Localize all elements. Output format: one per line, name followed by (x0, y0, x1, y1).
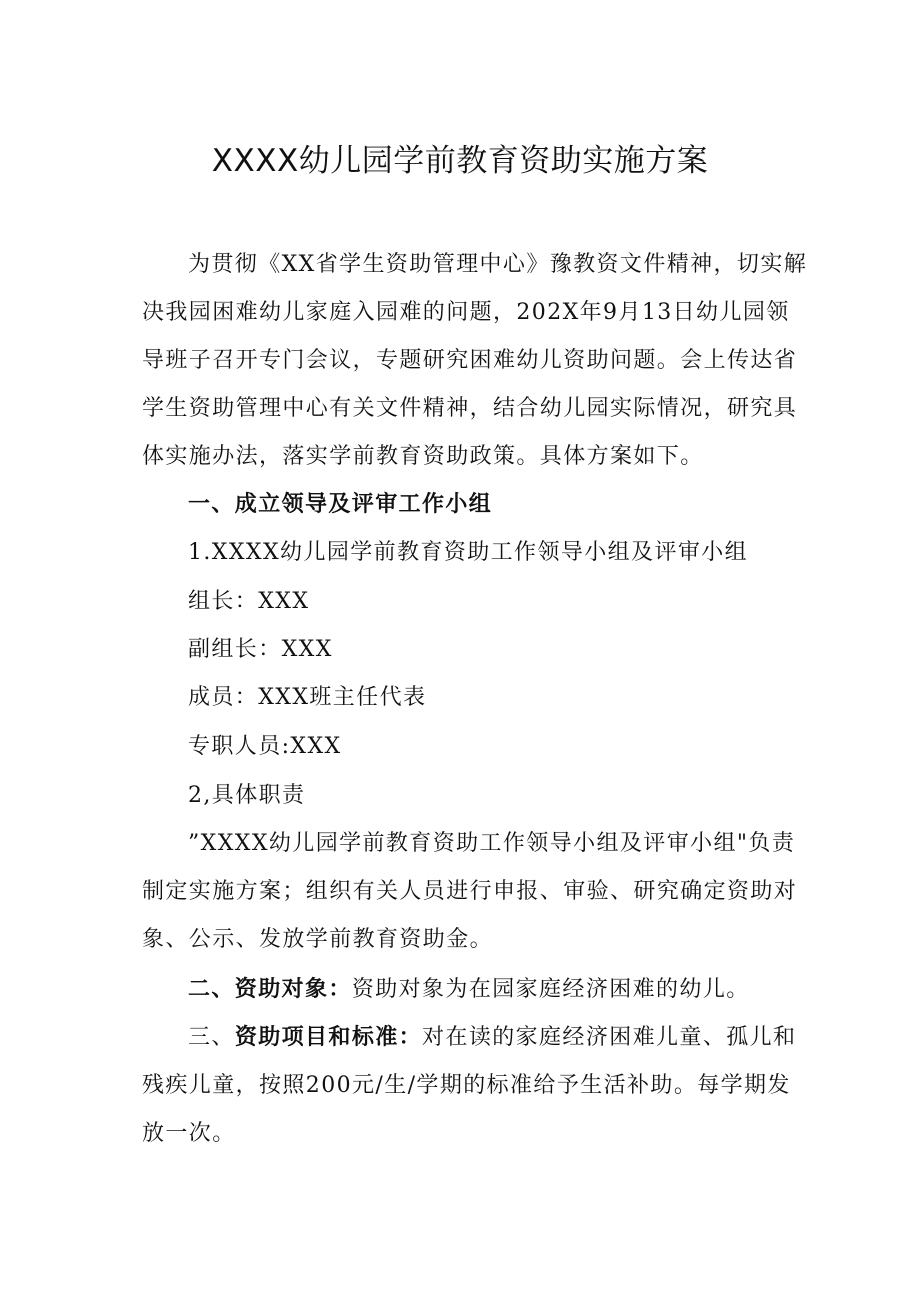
section-3-line-2: 残疾儿童，按照200元/生/学期的标准给予生活补助。每学期发 (142, 1073, 791, 1098)
intro-line-3: 导班子召开专门会议，专题研究困难幼儿资助问题。会上传达省 (142, 348, 798, 373)
intro-line-4: 学生资助管理中心有关文件精神，结合幼儿园实际情况，研究具 (142, 396, 798, 421)
vice-leader-line: 副组长：XXX (188, 637, 333, 662)
section-3-line-3: 放一次。 (142, 1121, 236, 1146)
section-2-paragraph (188, 970, 750, 1010)
duties-line-3: 象、公示、发放学前教育资助金。 (142, 927, 494, 952)
group-heading: 1.XXXX幼儿园学前教育资助工作领导小组及评审小组 (188, 540, 749, 565)
intro-line-1: 为贯彻《XX省学生资助管理中心》豫教资文件精神，切实解 (188, 252, 808, 277)
section-3-text: 对在读的家庭经济困难儿童、孤儿和 (422, 1025, 797, 1050)
section-3-label: 资助项目和标准： (234, 1025, 423, 1050)
section-2-text: 资助对象为在园家庭经济困难的幼儿。 (351, 977, 750, 1002)
leader-line: 组长：XXX (188, 589, 310, 614)
section-1-heading: 一、成立领导及评审工作小组 (188, 492, 493, 517)
duties-line-2: 制定实施方案；组织有关人员进行申报、审验、研究确定资助对 (142, 879, 798, 904)
intro-line-5: 体实施办法，落实学前教育资助政策。具体方案如下。 (142, 444, 704, 469)
section-3-prefix: 三、 (188, 1025, 235, 1050)
section-2-label: 二、资助对象： (188, 977, 352, 1002)
document-title: XXXX幼儿园学前教育资助实施方案 (211, 143, 709, 179)
staff-line: 专职人员:XXX (188, 734, 342, 759)
members-line: 成员：XXX班主任代表 (188, 685, 427, 710)
duties-heading: 2,具体职责 (188, 783, 306, 808)
duties-line-1: ”XXXX幼儿园学前教育资助工作领导小组及评审小组"负责 (188, 831, 796, 856)
intro-line-2: 决我园困难幼儿家庭入园难的问题，202X年9月13日幼儿园领 (142, 300, 790, 325)
section-3-line-1 (188, 1018, 796, 1058)
